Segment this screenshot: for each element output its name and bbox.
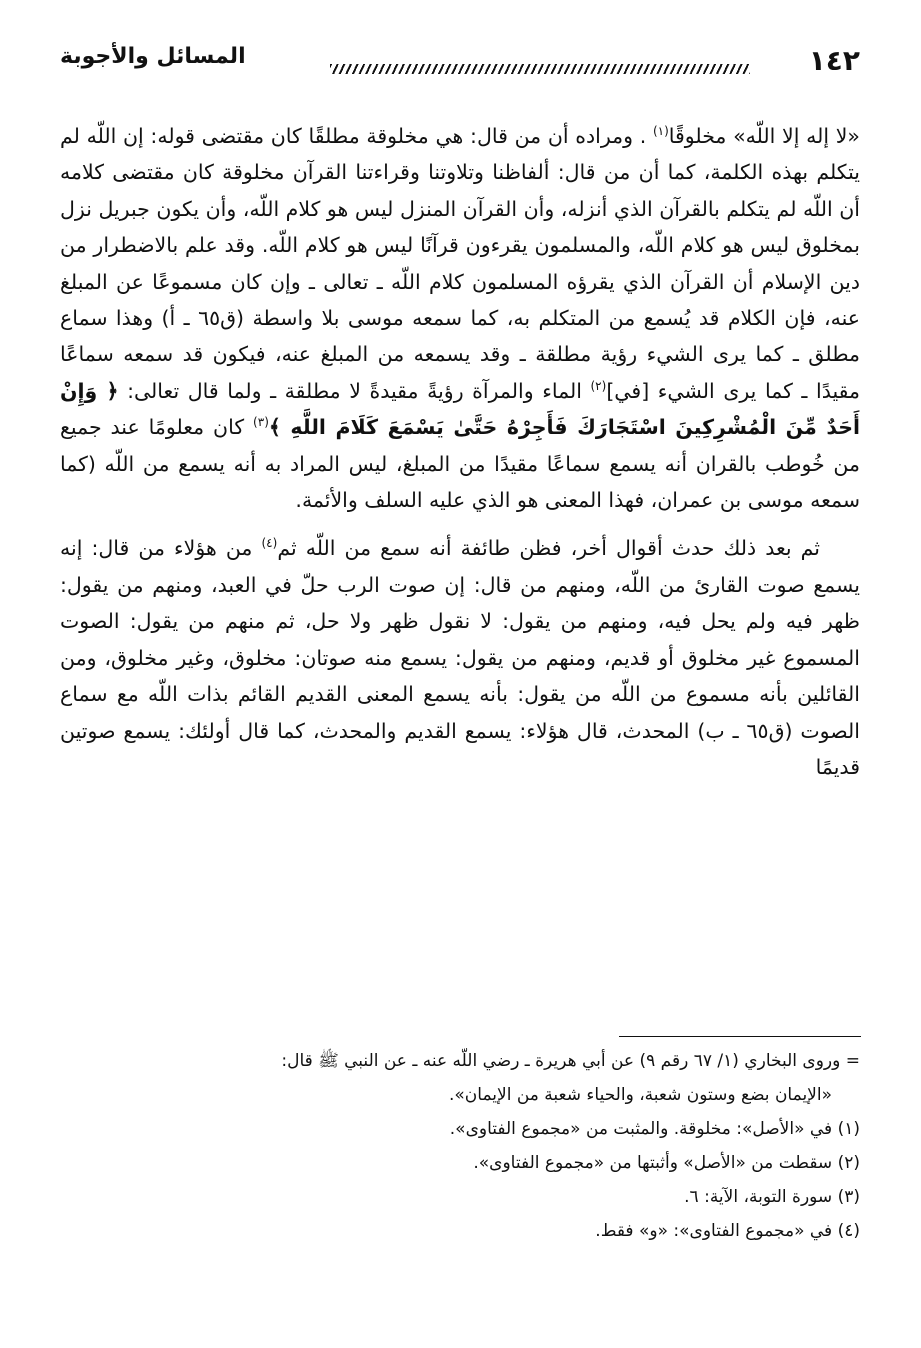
footnote-2: (٢) سقطت من «الأصل» وأثبتها من «مجموع الفتاوى». <box>473 1153 860 1173</box>
footnote-ref-1: (١) <box>652 124 669 139</box>
footnote-3: (٣) سورة التوبة، الآية: ٦. <box>684 1187 860 1207</box>
para2-text-a: ثم بعد ذلك حدث أقوال أخر، فظن طائفة أنه سمع من اللّه ثم <box>277 536 820 561</box>
header-decorative-rule <box>330 64 750 74</box>
footnote-ref-2: (٢) <box>590 379 607 394</box>
para1-text-c: الماء والمرآة رؤيةً مقيدةً لا مطلقة ـ ولما قال تعالى: <box>118 378 591 403</box>
quran-verse: ﴿ وَإِنْ أَحَدٌ مِّنَ الْمُشْرِكِينَ اسْتَجَارَكَ فَأَجِرْهُ حَتَّىٰ يَسْمَعَ كَلَامَ اللَّهِ ﴾ <box>60 378 860 440</box>
page-number: ١٤٢ <box>808 44 860 77</box>
footnote-separator <box>619 1036 861 1037</box>
paragraph-2 <box>60 530 860 785</box>
main-text <box>60 118 860 785</box>
running-header <box>60 44 860 84</box>
footnote-ref-4: (٤) <box>261 536 278 551</box>
book-title: المسائل والأجوبة <box>60 44 246 69</box>
footnote-ref-3: (٣) <box>253 415 269 430</box>
para1-text-b: . ومراده أن من قال: هي مخلوقة مطلقًا كان مقتضى قوله: إن اللّه لم يتكلم بهذه الكلمة، كما أن من قال: ألفاظنا وتلاوتنا وقراءتنا القرآن مخلوقة كان مقتضى كلامه أن اللّه لم يتكلم بالقرآن الذي أنزله، وأن القرآن المنزل ليس هو كلام اللّه، وأن يكون جبريل نزل بمخلوق ليس هو كلام اللّه، والمسلمون يقرءون قرآنًا ليس هو كلام اللّه. وقد علم بالاضطرار من دين الإسلام أن القرآن الذي يقرؤه المسلمون كلام اللّه ـ تعالى ـ وإن كان مسموعًا عن المبلغ عنه، فإن الكلام قد يُسمع من المتكلم به، كما سمعه موسى بلا واسطة (ق٦٥ ـ أ) وهذا سماع مطلق ـ كما يرى الشيء رؤية مطلقة ـ وقد يسمعه من المبلغ عنه، فيكون قد سمعه سماعًا مقيدًا ـ كما يرى الشيء [في] <box>60 124 860 403</box>
footnote-1: (١) في «الأصل»: مخلوقة. والمثبت من «مجموع الفتاوى». <box>449 1119 860 1139</box>
para1-text-d: كان معلومًا عند جميع من خُوطب بالقران أنه يسمع سماعًا مقيدًا من المبلغ، ليس المراد به أنه يسمع من اللّه (كما سمعه موسى بن عمران، فهذا المعنى هو الذي عليه السلف والأئمة. <box>60 415 860 513</box>
footnote-4: (٤) في «مجموع الفتاوى»: «و» فقط. <box>595 1221 860 1241</box>
footnotes <box>60 1044 860 1248</box>
para2-text-b: من هؤلاء من قال: إنه يسمع صوت القارئ من اللّه، ومنهم من قال: إن صوت الرب حلّ في العبد، ومنهم من يقول: ظهر فيه ولم يحل فيه، ومنهم من يقول: لا نقول ظهر ولا حل، ثم منهم من يقول: الصوت المسموع غير مخلوق أو قديم، ومنهم من يقول: يسمع منه صوتان: مخلوق، وغير مخلوق، ومن القائلين بأنه مسموع من اللّه من يقول: بأنه يسمع المعنى القديم القائم بذات اللّه مع سماع الصوت (ق٦٥ ـ ب) المحدث، قال هؤلاء: يسمع القديم والمحدث، كما قال أولئك: يسمع صوتين قديمًا <box>60 536 860 779</box>
footnote-continuation-line-2: «الإيمان بضع وستون شعبة، والحياء شعبة من الإيمان». <box>449 1085 832 1105</box>
paragraph-1 <box>60 118 860 518</box>
footnote-continuation-line-1: = وروى البخاري (١/ ٦٧ رقم ٩) عن أبي هريرة ـ رضي اللّه عنه ـ عن النبي ﷺ قال: <box>281 1051 860 1071</box>
para1-text-a: «لا إله إلا اللّه» مخلوقًا <box>668 124 860 148</box>
footnote-continuation <box>60 1044 860 1112</box>
